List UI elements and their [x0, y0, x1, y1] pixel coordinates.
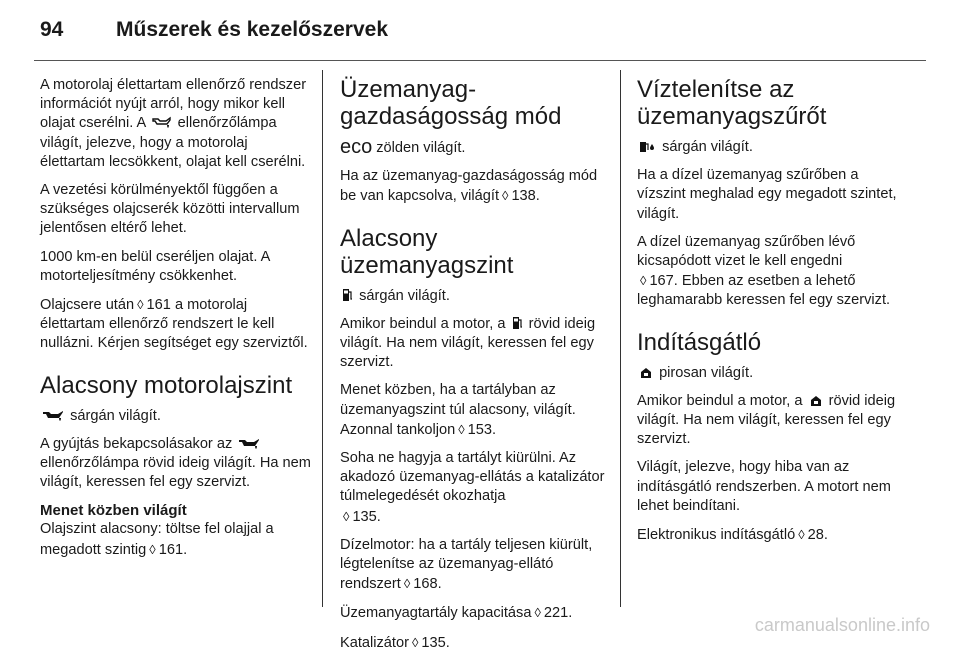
reference-arrow: ◊ [403, 576, 411, 592]
oil-pressure-icon [42, 409, 64, 422]
page-reference[interactable]: 28. [807, 527, 828, 544]
section-heading: Víztelenítse az üzemanyagszűrőt [637, 76, 827, 130]
header-rule [34, 60, 926, 61]
eco-icon: eco [340, 136, 373, 158]
reference-arrow: ◊ [411, 634, 419, 650]
reference-arrow: ◊ [343, 508, 350, 524]
page-reference[interactable]: 161. [158, 541, 188, 558]
page-reference[interactable]: 221. [543, 605, 573, 622]
reference-arrow: ◊ [149, 541, 156, 557]
reference-arrow: ◊ [502, 188, 509, 204]
paragraph: sárgán világít. [637, 138, 905, 157]
column-1 [40, 76, 312, 569]
fuel-pump-icon [512, 316, 523, 330]
section-heading: Alacsony üzemanyagszint [340, 224, 514, 279]
column-3 [637, 76, 905, 554]
paragraph: Olajcsere után ◊ 161 a motorolaj élettartam ellenőrző rendszert le kell nullázni. Kérjen segítséget egy szerviztől. [40, 297, 308, 352]
paragraph: sárgán világít. [40, 407, 312, 426]
paragraph: Ha az üzemanyag-gazdaságosság mód be van kapcsolva, világít ◊ 138. [340, 168, 598, 205]
page-reference[interactable]: 153. [467, 421, 497, 438]
immobiliser-icon [639, 366, 653, 379]
paragraph: Amikor beindul a motor, a rövid ideig világít. Ha nem világít, keressen fel egy szervizt. [637, 392, 896, 448]
page-reference[interactable]: 167. [649, 273, 678, 290]
paragraph: eco zölden világít. [340, 136, 466, 158]
column-divider [322, 70, 323, 607]
paragraph: Dízelmotor: ha a tartály teljesen kiürült, légtelenítse az üzemanyag-ellátó rendszert ◊ 168. [340, 536, 593, 593]
page-reference[interactable]: 135. [352, 508, 381, 525]
paragraph: Katalizátor ◊ 135. [340, 634, 450, 651]
page-reference[interactable]: 135. [421, 634, 450, 651]
page-header [40, 10, 388, 50]
section-heading: Alacsony motorolajszint [40, 371, 293, 399]
reference-arrow: ◊ [640, 273, 647, 289]
paragraph: Menet közben, ha a tartályban az üzemanyagszint túl alacsony, világít. Azonnal tankoljon ◊ 153. [340, 382, 576, 438]
reference-arrow: ◊ [798, 527, 805, 543]
reference-arrow: ◊ [137, 297, 144, 313]
paragraph: A motorolaj élettartam ellenőrző rendszer információt nyújt arról, hogy mikor kell olajat cserélni. A ellenőrzőlámpa világít, jelezve, hogy a motorolaj élettartam lecsökkent, olajat kell cserélni. [40, 77, 307, 170]
paragraph: Soha ne hagyja a tartályt kiürülni. Az akadozó üzemanyag-ellátás a katalizátor túlmelegedését okozhatja ◊ 135. [340, 450, 605, 525]
fuel-pump-icon [342, 288, 353, 302]
section-heading: Üzemanyag-gazdaságosság mód [340, 76, 562, 130]
section-heading: Indításgátló [637, 328, 762, 356]
paragraph: Üzemanyagtartály kapacitása ◊ 221. [340, 605, 573, 622]
paragraph: 1000 km-en belül cseréljen olajat. A motorteljesítmény csökkenhet. [40, 248, 270, 284]
immobiliser-icon [809, 394, 823, 407]
page-reference[interactable]: 161 [146, 297, 171, 314]
subheading: Menet közben világít [40, 502, 187, 520]
paragraph: A gyújtás bekapcsolásakor az ellenőrzőlámpa rövid ideig világít. Ha nem világít, keressen fel egy szervizt. [40, 435, 311, 491]
page-title: Műszerek és kezelőszervek [116, 18, 389, 41]
column-2 [340, 76, 608, 662]
paragraph: Olajszint alacsony: töltse fel olajjal a megadott szintig ◊ 161. [40, 521, 274, 558]
oil-pressure-icon [238, 437, 260, 450]
oil-life-icon [152, 116, 172, 129]
page-reference[interactable]: 138. [511, 188, 540, 205]
paragraph: A vezetési körülményektől függően a szükséges olajcserék közötti intervallum jelentősen eltérő lehet. [40, 182, 300, 237]
reference-arrow: ◊ [534, 605, 541, 621]
paragraph: sárgán világít. [340, 287, 608, 306]
page-reference[interactable]: 168. [413, 576, 442, 593]
paragraph: Világít, jelezve, hogy hiba van az indításgátló rendszerben. A motort nem lehet beindítani. [637, 459, 891, 514]
water-in-fuel-icon [639, 140, 656, 153]
paragraph: Ha a dízel üzemanyag szűrőben a vízszint meghalad egy megadott szintet, világít. [637, 167, 897, 222]
watermark: carmanualsonline.info [754, 615, 930, 635]
page-number: 94 [40, 18, 64, 41]
paragraph: Elektronikus indításgátló ◊ 28. [637, 527, 828, 544]
paragraph: A dízel üzemanyag szűrőben lévő kicsapódott vizet le kell engedni ◊ 167. Ebben az esetben a lehető leghamarabb keressen fel egy szervizt. [637, 233, 891, 309]
reference-arrow: ◊ [458, 421, 465, 437]
column-divider [620, 70, 621, 607]
paragraph: Amikor beindul a motor, a rövid ideig világít. Ha nem világít, keressen fel egy szervizt. [340, 315, 596, 371]
paragraph: pirosan világít. [637, 364, 905, 383]
